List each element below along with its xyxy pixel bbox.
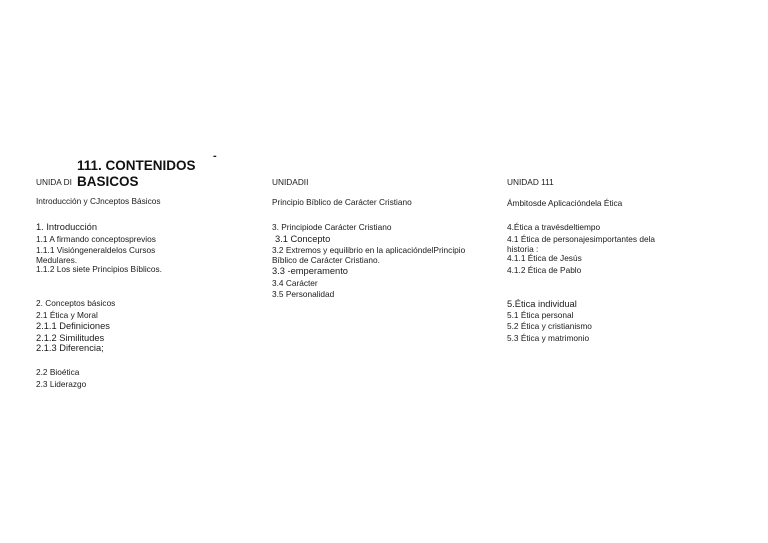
- unit-1-item: 2.1.2 Similitudes: [36, 333, 105, 343]
- page-title: 111. CONTENIDOS BASICOS: [77, 158, 196, 189]
- unit-1-item: 2. Conceptos básicos: [36, 298, 116, 308]
- unit-3-item: 4.Ética a travésdeltiempo: [507, 222, 601, 232]
- unit-3-item: 4.1.1 Ética de Jesús: [507, 253, 582, 263]
- unit-2-item: 3.1 Concepto: [275, 234, 331, 244]
- unit-2-subtitle: Principio Bíblico de Carácter Cristiano: [272, 197, 412, 207]
- unit-1-item: 2.1 Ética y Moral: [36, 310, 98, 320]
- unit-2-item: 3.4 Carácter: [272, 278, 318, 288]
- unit-3-item: 5.3 Ética y matrimonio: [507, 333, 590, 343]
- unit-3-subtitle: Ámbitosde Aplicacióndela Ética: [507, 198, 623, 208]
- unit-3-item: 5.2 Ética y cristianismo: [507, 321, 592, 331]
- unit-3-item: 4.1 Ética de personajesimportantes dela historia :: [507, 234, 656, 254]
- unit-1-item: 1.1 A firmando conceptosprevios: [36, 234, 156, 244]
- unit-2-item: 3.5 Personalidad: [272, 289, 335, 299]
- unit-1-item: 2.3 Liderazgo: [36, 379, 87, 389]
- stray-mark: -: [213, 150, 217, 162]
- unit-2-item: 3.2 Extremos y equilibrio en la aplicacióndelPrincipio Bíblico de Carácter Cristiano.: [272, 245, 466, 265]
- unit-1-item: 2.1.3 Diferencia;: [36, 343, 104, 353]
- unit-3-item: 4.1.2 Ética de Pablo: [507, 265, 582, 275]
- unit-2-header: UNIDADII: [272, 177, 309, 187]
- unit-1-item: 2.2 Bioética: [36, 367, 80, 377]
- unit-1-header: UNIDA DI: [36, 177, 72, 187]
- unit-1-subtitle: Introducción y CJnceptos Básicos: [36, 196, 161, 206]
- unit-1-item: 1.1.2 Los siete Principios Bíblicos.: [36, 264, 162, 274]
- unit-3-item: 5.Ética individual: [507, 299, 577, 309]
- unit-3-item: 5.1 Ética personal: [507, 310, 574, 320]
- unit-1-item: 1.1.1 Visióngeneraldelos Cursos Medulares.: [36, 245, 156, 265]
- unit-2-item: 3.3 -emperamento: [272, 266, 348, 276]
- unit-1-item: 2.1.1 Definiciones: [36, 321, 110, 331]
- unit-3-header: UNIDAD 111: [507, 177, 554, 187]
- unit-1-item: 1. Introducción: [36, 222, 97, 232]
- unit-2-item: 3. Principiode Carácter Cristiano: [272, 222, 392, 232]
